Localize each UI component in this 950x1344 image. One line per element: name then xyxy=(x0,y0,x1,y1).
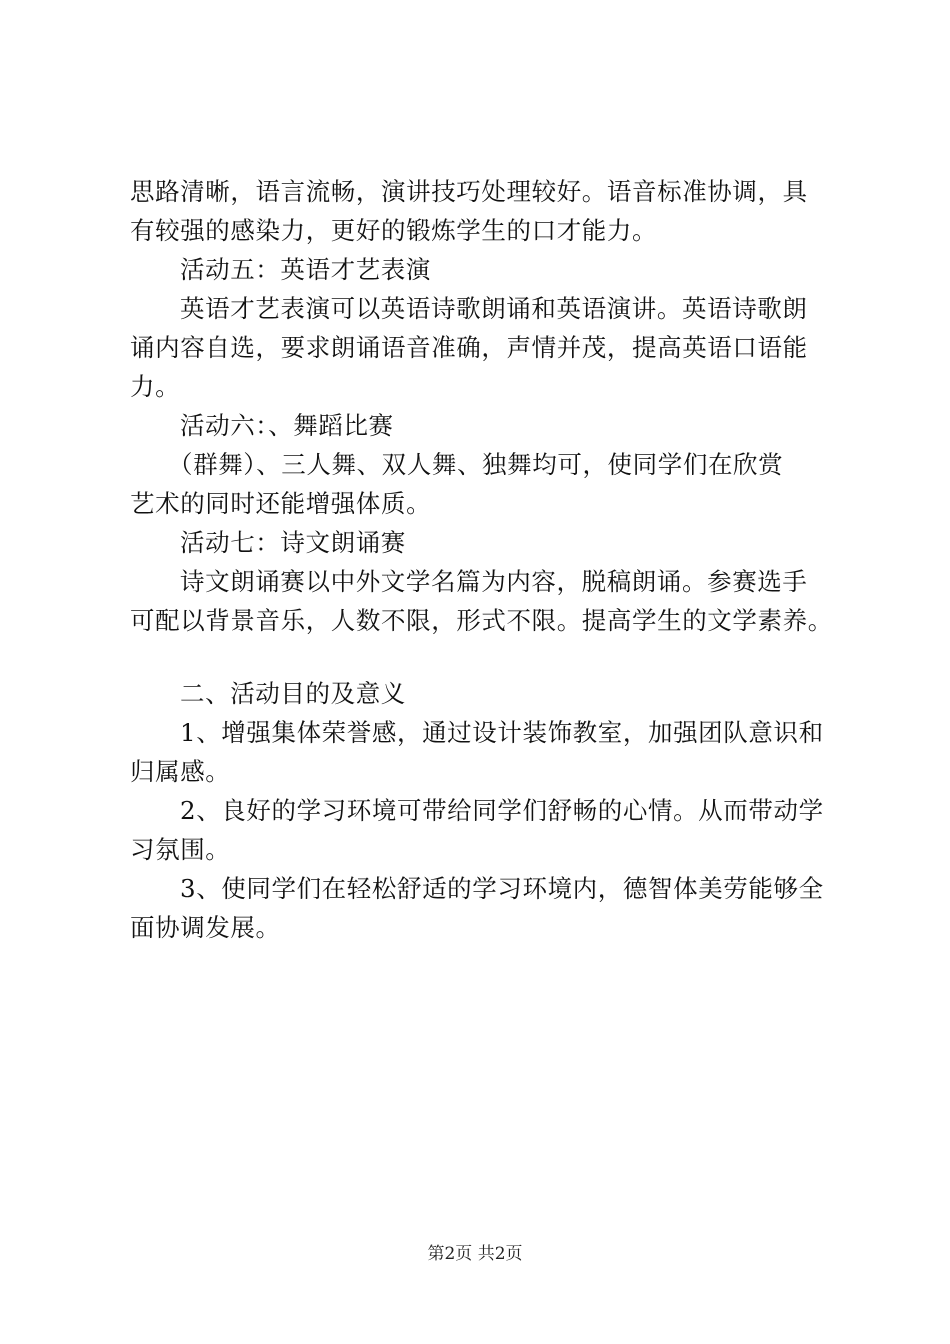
list-item-line: 1、增强集体荣誉感，通过设计装饰教室，加强团队意识和 xyxy=(180,718,824,747)
paragraph-spacer xyxy=(130,640,835,674)
list-item-line: 习氛围。 xyxy=(130,835,231,864)
paragraph-line: 诗文朗诵赛以中外文学名篇为内容，脱稿朗诵。参赛选手 xyxy=(180,567,808,596)
list-item-line: 3、使同学们在轻松舒适的学习环境内，德智体美劳能够全 xyxy=(180,874,824,903)
paragraph-line: 英语才艺表演可以英语诗歌朗诵和英语演讲。英语诗歌朗 xyxy=(180,294,808,323)
section-heading: 二、活动目的及意义 xyxy=(180,679,406,708)
list-item-line: 面协调发展。 xyxy=(130,913,281,942)
page-number-footer: 第2页 共2页 xyxy=(427,1244,523,1264)
paragraph-line: 力。 xyxy=(130,372,181,401)
paragraph-line: 诵内容自选，要求朗诵语音准确，声情并茂，提高英语口语能 xyxy=(130,333,808,362)
section-heading: 活动六：、舞蹈比赛 xyxy=(180,411,394,440)
list-item-line: 2、良好的学习环境可带给同学们舒畅的心情。从而带动学 xyxy=(180,796,824,825)
paragraph-line: 可配以背景音乐，人数不限，形式不限。提高学生的文学素养。 xyxy=(130,606,833,635)
paragraph-line: 有较强的感染力，更好的锻炼学生的口才能力。 xyxy=(130,216,658,245)
paragraph-line: 思路清晰，语言流畅，演讲技巧处理较好。语音标准协调，具 xyxy=(130,177,808,206)
section-heading: 活动七：诗文朗诵赛 xyxy=(180,528,406,557)
paragraph-line: 艺术的同时还能增强体质。 xyxy=(130,489,432,518)
list-item-line: 归属感。 xyxy=(130,757,231,786)
section-heading: 活动五：英语才艺表演 xyxy=(180,255,431,284)
paragraph-line: （群舞）、三人舞、双人舞、独舞均可，使同学们在欣赏 xyxy=(168,450,784,479)
document-body xyxy=(130,172,835,947)
